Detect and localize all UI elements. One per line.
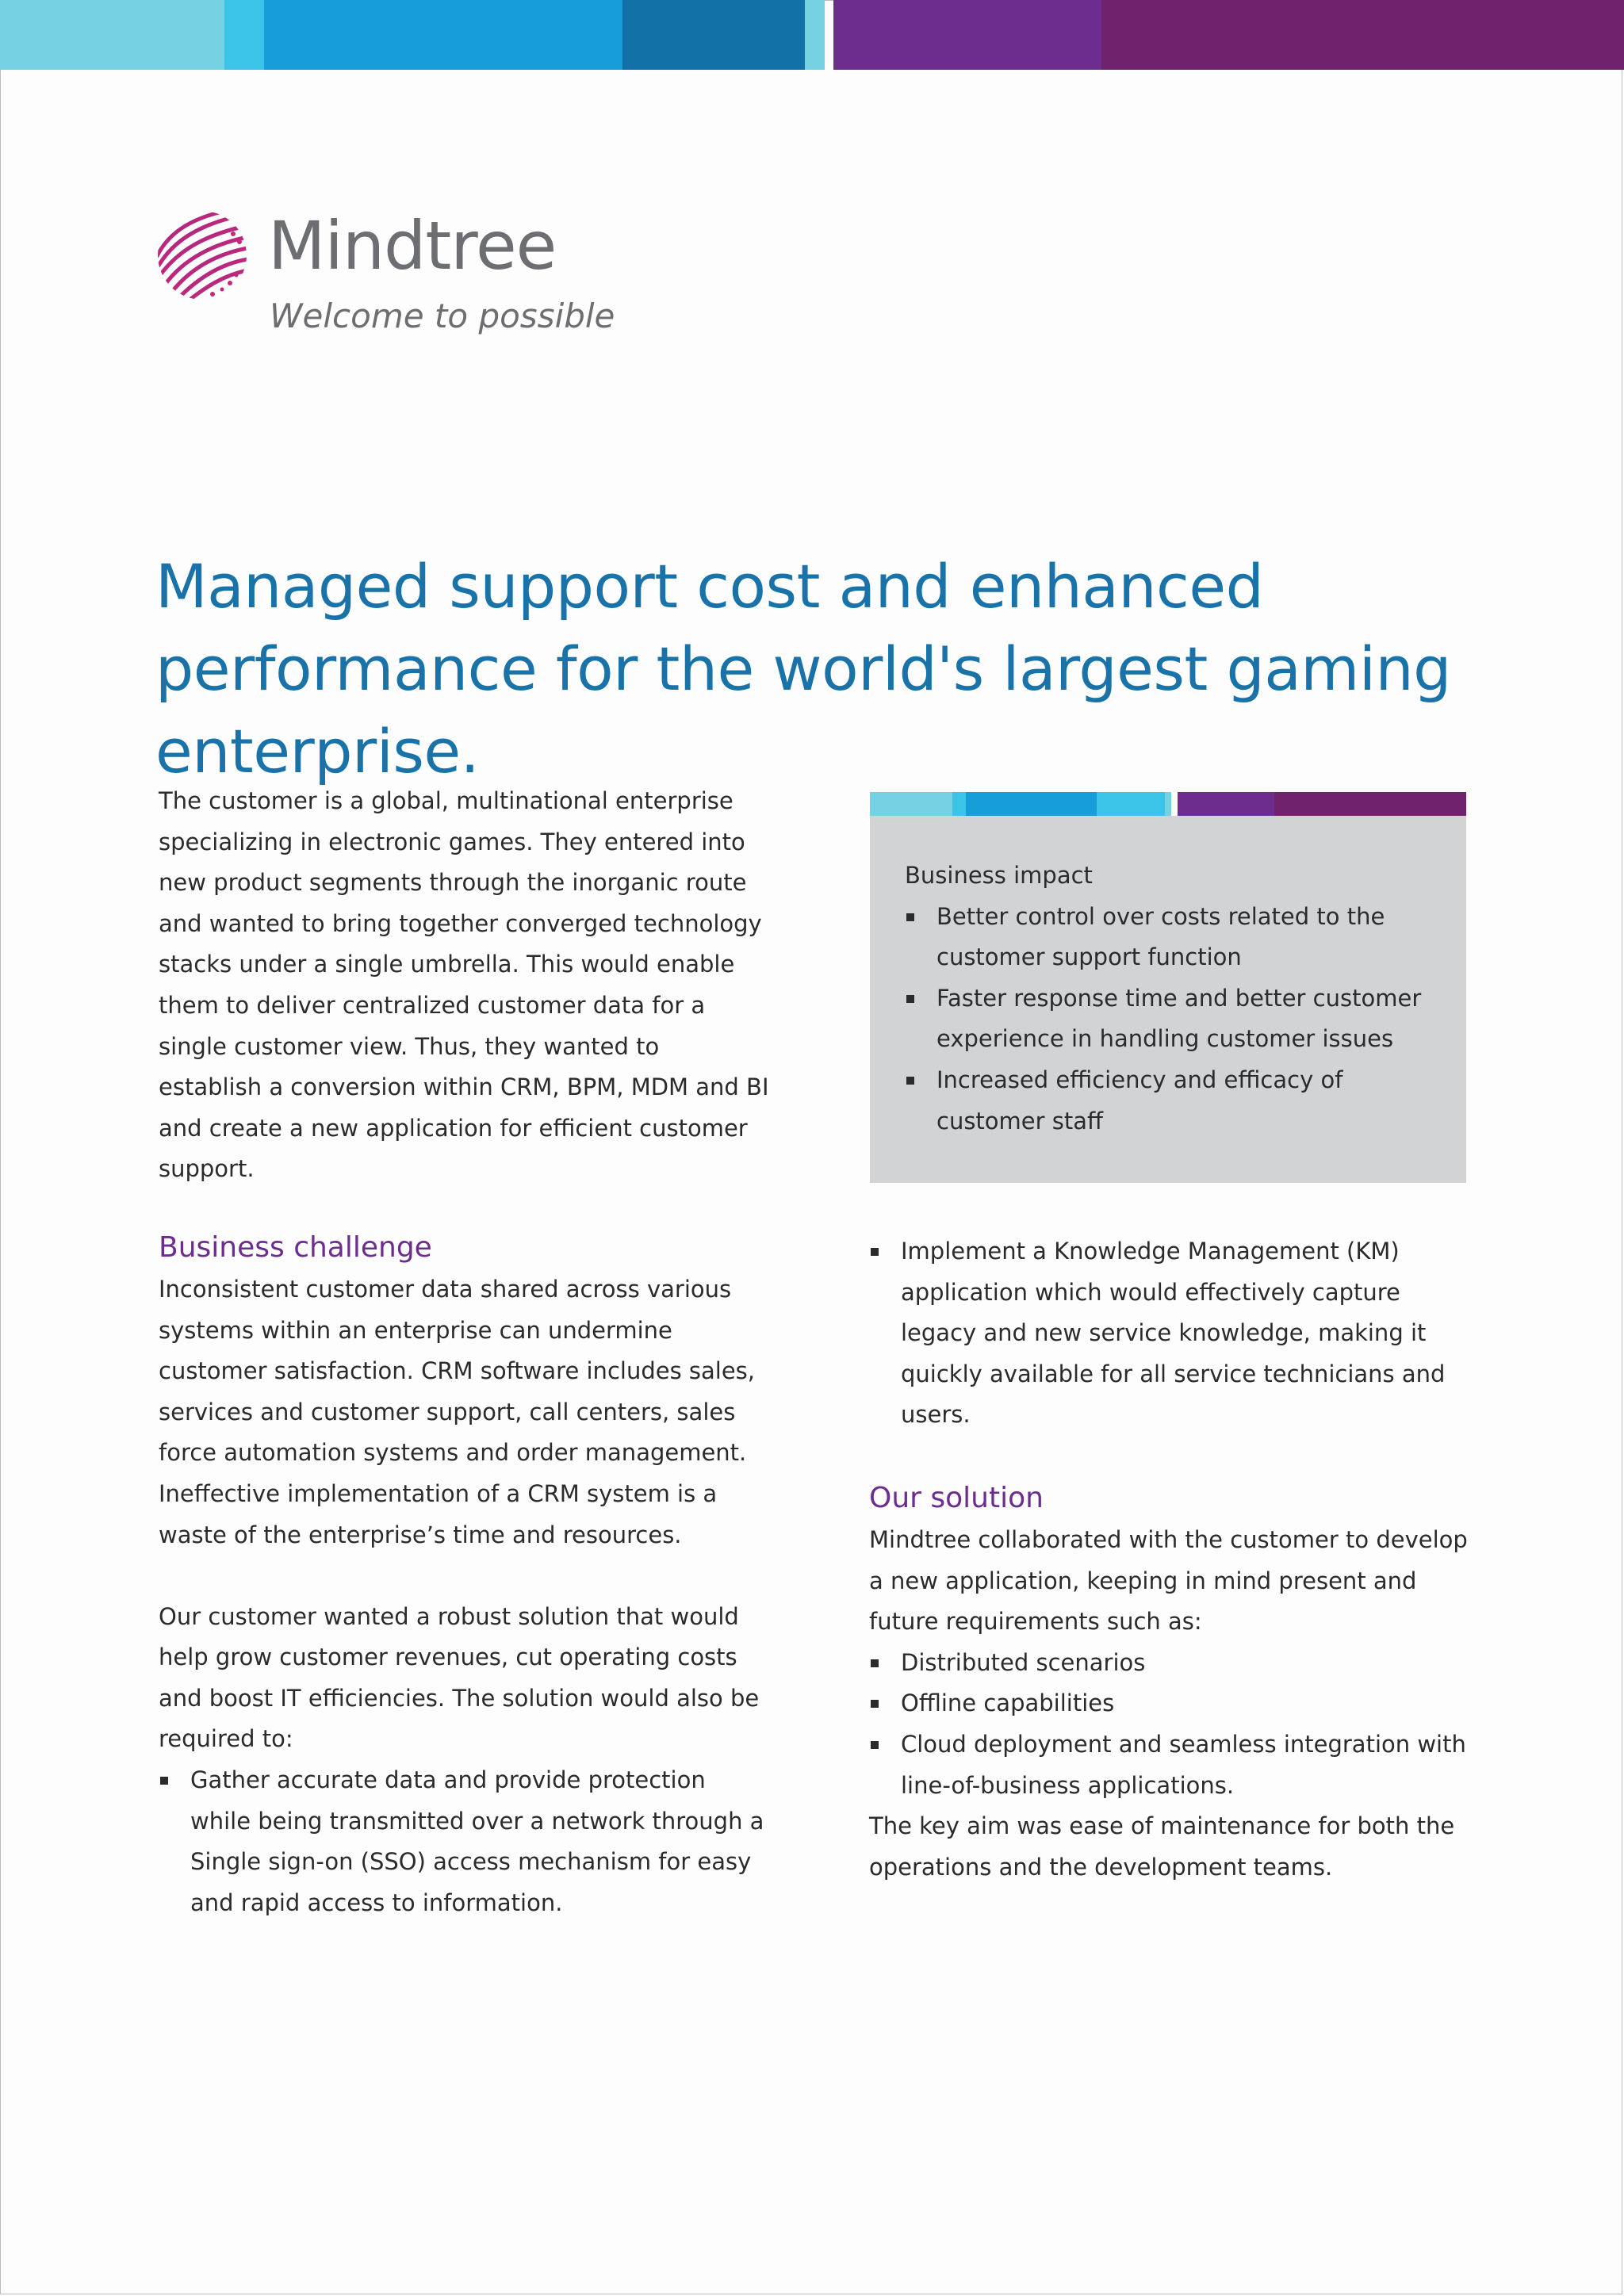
band-segment	[833, 0, 1101, 70]
band-segment	[870, 792, 952, 816]
our-solution-list	[869, 1643, 1472, 1806]
list-item-text: Gather accurate data and provide protection while being transmitted over a network through a Single sign-on (SSO) access mechanism for easy and rapid access to information.	[190, 1766, 764, 1916]
band-segment	[0, 0, 224, 70]
page-title: Managed support cost and enhanced performance for the world's largest gaming enterprise.	[155, 551, 1451, 786]
impact-color-bar	[870, 792, 1466, 816]
band-segment	[224, 0, 264, 70]
list-item	[869, 1724, 1472, 1806]
our-solution-closing: The key aim was ease of maintenance for both the operations and the development teams.	[869, 1812, 1455, 1881]
business-impact-heading: Business impact	[905, 862, 1093, 889]
band-segment	[805, 0, 825, 70]
business-challenge-paragraph: Inconsistent customer data shared across various systems within an enterprise can undermine customer satisfaction. CRM software includes sales, services and customer support, call centers, sales force automation systems and order management. Ineffective implementation of a CRM system is a waste of the enterprise’s time and resources.	[159, 1275, 756, 1548]
requirements-intro-paragraph: Our customer wanted a robust solution that would help grow customer revenues, cut operating costs and boost IT efficiencies. The solution would also be required to:	[159, 1602, 760, 1753]
band-segment	[1274, 792, 1466, 816]
top-color-band	[0, 0, 1624, 70]
list-item	[905, 1060, 1433, 1142]
requirements-list	[159, 1760, 769, 1923]
band-segment	[952, 792, 966, 816]
list-item-text: Implement a Knowledge Management (KM) application which would effectively capture legacy and new service knowledge, making it quickly available for all service technicians and users.	[901, 1238, 1446, 1429]
band-segment	[1165, 792, 1171, 816]
list-item-text: Increased efficiency and efficacy of customer staff	[936, 1066, 1343, 1135]
bullet-square-icon	[160, 1777, 168, 1785]
bullet-square-icon	[871, 1248, 879, 1256]
list-item	[905, 897, 1433, 978]
right-column	[869, 1231, 1472, 1888]
band-segment	[264, 0, 622, 70]
list-item-text: Better control over costs related to the customer support function	[936, 902, 1385, 971]
list-item	[905, 978, 1433, 1060]
our-solution-intro: Mindtree collaborated with the customer to develop a new application, keeping in mind present and future requirements such as:	[869, 1525, 1468, 1636]
bullet-square-icon	[871, 1700, 879, 1708]
list-item	[869, 1683, 1472, 1724]
business-challenge-heading: Business challenge	[159, 1230, 432, 1264]
list-item	[869, 1231, 1472, 1436]
business-impact-box	[870, 816, 1466, 1183]
list-item	[869, 1643, 1472, 1684]
list-item-text: Faster response time and better customer experience in handling customer issues	[936, 984, 1422, 1053]
bullet-square-icon	[906, 913, 914, 921]
our-solution-heading: Our solution	[869, 1481, 1044, 1514]
list-item-text: Distributed scenarios	[901, 1648, 1146, 1676]
list-item-text: Cloud deployment and seamless integration with line-of-business applications.	[901, 1730, 1466, 1799]
band-segment	[622, 0, 805, 70]
band-segment	[1101, 0, 1624, 70]
band-segment	[1178, 792, 1274, 816]
mindtree-swirl-logo-icon	[157, 210, 247, 300]
requirements-list-continued	[869, 1231, 1472, 1436]
list-item-text: Offline capabilities	[901, 1689, 1115, 1717]
bullet-square-icon	[871, 1741, 879, 1749]
bullet-square-icon	[906, 995, 914, 1003]
brand-name: Mindtree	[268, 207, 557, 285]
list-item	[159, 1760, 769, 1923]
business-impact-list	[905, 897, 1433, 1142]
left-column	[159, 781, 769, 1923]
intro-paragraph: The customer is a global, multinational enterprise specializing in electronic games. They entered into new product segments through the inorganic route and wanted to bring together converged technology stacks under a single umbrella. This would enable them to deliver centralized customer data for a single customer view. Thus, they wanted to establish a conversion within CRM, BPM, MDM and BI and create a new application for efficient customer support.	[159, 787, 769, 1183]
brand-tagline: Welcome to possible	[270, 297, 615, 335]
band-segment	[1097, 792, 1165, 816]
bullet-square-icon	[906, 1077, 914, 1085]
bullet-square-icon	[871, 1659, 879, 1667]
band-segment	[966, 792, 1097, 816]
